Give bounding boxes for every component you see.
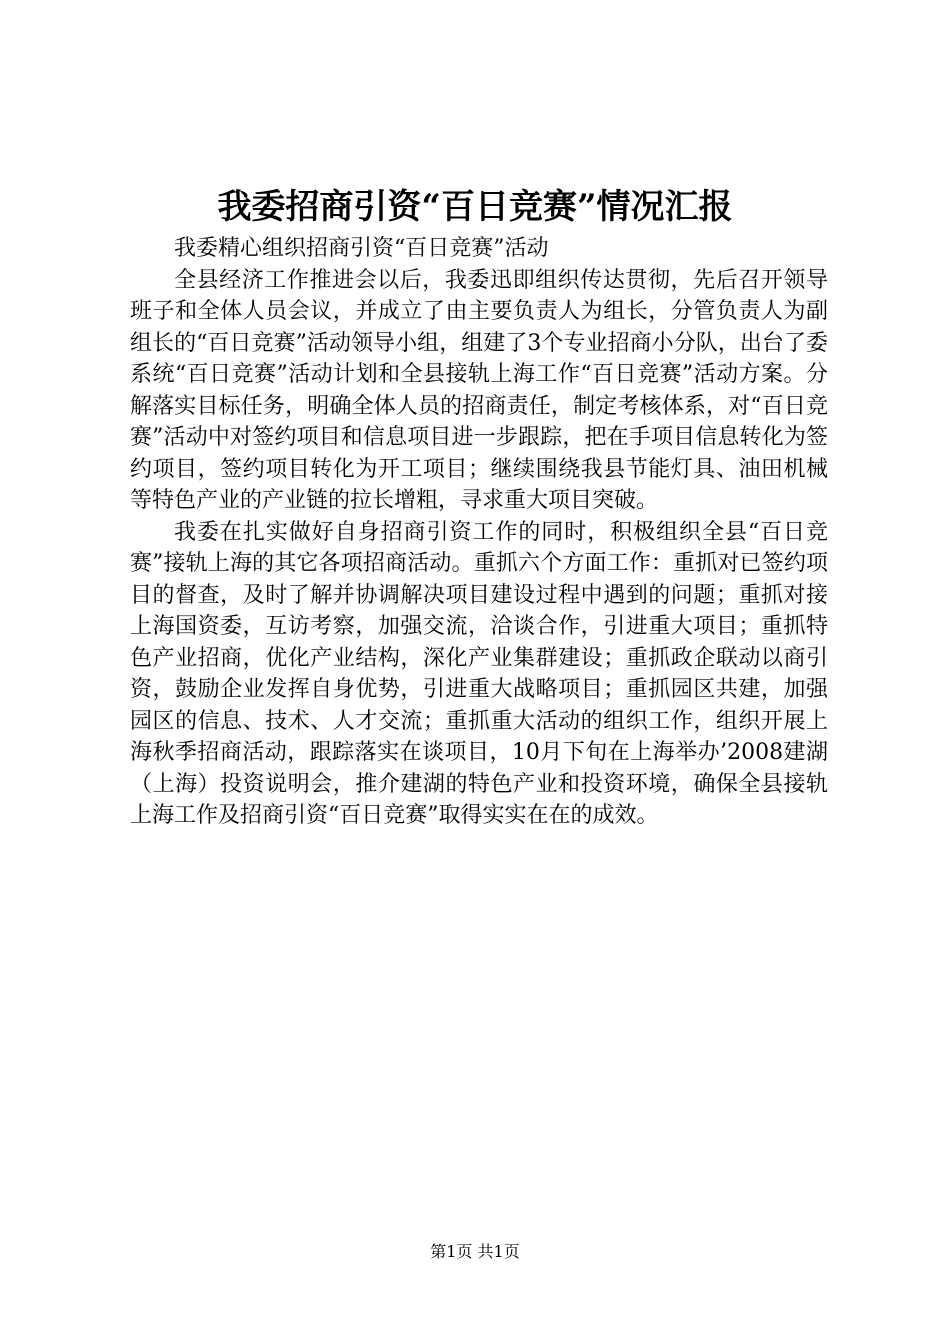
- paragraph-2: 我委在扎实做好自身招商引资工作的同时，积极组织全县“百日竞赛”接轨上海的其它各项招商活动。重抓六个方面工作：重抓对已签约项目的督查，及时了解并协调解决项目建设过程中遇到的问题；重抓对接上海国资委，互访考察，加强交流，洽谈合作，引进重大项目；重抓特色产业招商，优化产业结构，深化产业集群建设；重抓政企联动以商引资，鼓励企业发挥自身优势，引进重大战略项目；重抓园区共建，加强园区的信息、技术、人才交流；重抓重大活动的组织工作，组织开展上海秋季招商活动，跟踪落实在谈项目，10月下旬在上海举办’2008建湖（上海）投资说明会，推介建湖的特色产业和投资环境，确保全县接轨上海工作及招商引资“百日竞赛”取得实实在在的成效。: [130, 519, 828, 828]
- paragraph-subtitle: 我委精心组织招商引资“百日竞赛”活动: [174, 236, 549, 261]
- page-footer: 第1页 共1页: [430, 1242, 520, 1261]
- document-body: [130, 233, 828, 832]
- paragraph-1: 全县经济工作推进会以后，我委迅即组织传达贯彻，先后召开领导班子和全体人员会议，并成立了由主要负责人为组长，分管负责人为副组长的“百日竞赛”活动领导小组，组建了3个专业招商小分队，出台了委系统“百日竞赛”活动计划和全县接轨上海工作“百日竞赛”活动方案。分解落实目标任务，明确全体人员的招商责任，制定考核体系，对“百日竞赛”活动中对签约项目和信息项目进一步跟踪，把在手项目信息转化为签约项目，签约项目转化为开工项目；继续围绕我县节能灯具、油田机械等特色产业的产业链的拉长增粗，寻求重大项目突破。: [130, 267, 828, 513]
- document-title: 我委招商引资“百日竞赛”情况汇报: [217, 187, 733, 227]
